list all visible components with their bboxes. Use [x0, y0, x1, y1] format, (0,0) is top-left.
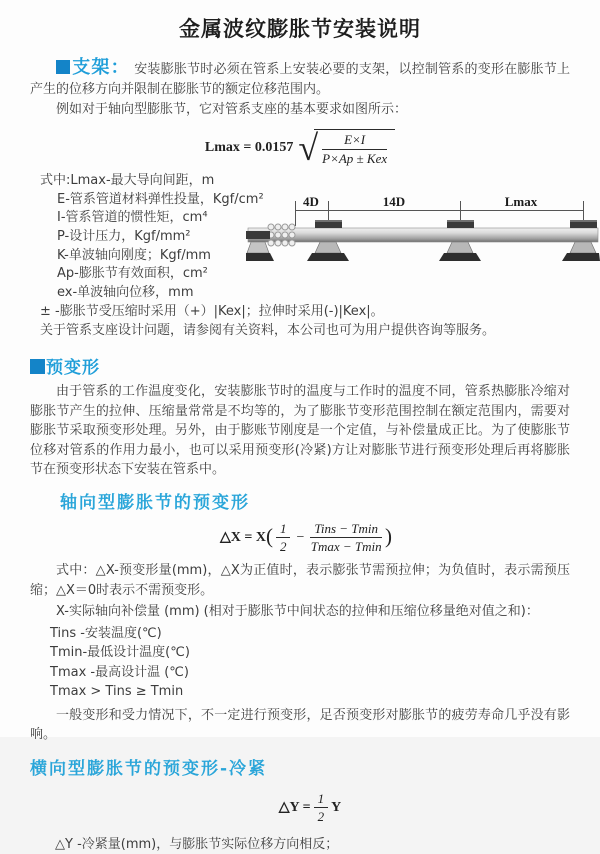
temp-numerator: Tins − Tmin: [310, 521, 382, 539]
temperature-fraction: [310, 521, 382, 555]
definition-line: I-管系管道的惯性矩，cm⁴: [57, 210, 208, 226]
definition-line: 式中:Lmax-最大导向间距，m: [40, 173, 215, 189]
temp-line: Tins -安装温度(℃): [50, 625, 162, 641]
axial-subheading: 轴向型膨胀节的预变形: [60, 492, 250, 513]
axial-note: 一般变形和受力情况下，不一定进行预变形，足否预变形对膨胀节的疲劳寿命几乎没有影响。: [30, 707, 570, 743]
definition-line: E-管系管道材料弹性投量，Kgf/cm²: [57, 191, 264, 207]
temp-line: Tmax > Tins ≥ Tmin: [50, 684, 184, 700]
half-fraction: [276, 521, 291, 555]
preform-section-heading: [30, 353, 570, 378]
plus-minus-note: ± -膨胀节受压缩时采用（+）|Kex|；拉伸时采用(-)|Kex|。: [40, 304, 384, 320]
temperature-definitions: [50, 624, 570, 702]
axial-formula-lhs: △X = X: [219, 530, 266, 546]
bellows-icon: [268, 224, 295, 246]
axial-explain-2: X-实际轴向补偿量 (mm) (相对于膨胀节中间状态的拉伸和压缩位移量绝对值之和)：: [56, 604, 539, 620]
support-section-heading: [56, 57, 130, 78]
definition-line: ex-单波轴向位移，mm: [57, 284, 194, 300]
lateral-explain: △Y -冷紧量(mm)，与膨胀节实际位移方向相反；: [55, 836, 339, 852]
definition-line: K-单波轴向刚度；Kgf/mm: [57, 247, 211, 263]
pipe-support-diagram: [246, 190, 600, 290]
lateral-formula-rhs: Y: [331, 799, 342, 815]
axial-formula: [42, 521, 570, 555]
consult-note: 关于管系支座设计问题，请参阅有关资料，本公司也可为用户提供咨询等服务。: [40, 323, 496, 339]
temp-denominator: Tmax − Tmin: [310, 539, 382, 555]
radical-sign: √: [298, 128, 319, 169]
support-heading-label: 支架：: [72, 57, 130, 78]
dim-label-lmax: Lmax: [504, 194, 538, 209]
half-numerator: 1: [314, 791, 329, 809]
lmax-numerator: E×I: [322, 132, 387, 150]
radical-content: [314, 129, 395, 166]
support-intro-paragraph: [30, 58, 570, 100]
support-intro-text: 安装膨胀节时必须在管系上安装必要的支架，以控制管系的变形在膨胀节上产生的位移方向并限制在膨胀节的额定位移范围内。: [30, 62, 571, 97]
half-fraction: [314, 791, 329, 825]
dim-label-4d: 4D: [303, 194, 319, 209]
document-content: [0, 58, 600, 854]
lateral-formula: [50, 791, 570, 825]
temp-line: Tmin-最低设计温度(℃): [50, 645, 190, 661]
definition-line: P-设计压力，Kgf/mm²: [57, 228, 191, 244]
support-example-line: 例如对于轴向型膨胀节，它对管系支座的基本要求如图所示：: [56, 102, 408, 117]
section-marker-icon: [30, 359, 45, 374]
half-denominator: 2: [317, 809, 325, 825]
pipe: [248, 228, 598, 242]
definition-line: Ap-膨胀节有效面积，cm²: [57, 266, 208, 282]
temp-line: Tmax -最高设计温 (℃): [50, 664, 189, 680]
lmax-formula: [30, 128, 570, 169]
half-numerator: 1: [276, 521, 291, 539]
lmax-formula-lhs: Lmax = 0.0157: [204, 139, 294, 155]
right-paren: ): [385, 524, 393, 549]
preform-body-paragraph: 由于管系的工作温度变化，安装膨胀节时的温度与工作时的温度不同，管系热膨胀冷缩对膨胀节产生的拉伸、压缩量常常是不均等的，为了膨胀节变形范围控制在额定范围内，需要对膨胀节采取预变形处理。另外，由于膨账节刚度是一个定值，与补偿量成正比。为了使膨胀节位移对管系的作用力最小，也可以采用预变形(冷紧)方让对膨胀节进行预变形处理后再将膨胀节在预变形状态下安装在管系中。: [30, 384, 570, 478]
page-title: 金属波纹膨胀节安装说明: [179, 17, 421, 41]
lateral-formula-lhs: △Y =: [278, 800, 311, 816]
axial-explain-1: 式中：△X-预变形量(mm)，△X为正值时，表示膨张节需预拉伸；为负值时，表示需预压缩；△X＝0时表示不需预变形。: [30, 563, 570, 598]
dim-label-14d: 14D: [382, 194, 406, 209]
section-marker-icon: [56, 60, 70, 74]
left-paren: (: [265, 524, 273, 549]
half-denominator: 2: [279, 539, 287, 555]
pipe-diagram-svg: [246, 190, 600, 290]
lateral-subheading: 横向型膨胀节的预变形-冷紧: [30, 758, 268, 779]
lmax-denominator: P×Ap ± Kex: [322, 150, 388, 166]
sqrt-radical: [298, 128, 395, 169]
minus-operator: −: [296, 529, 305, 545]
preform-heading-label: 预变形: [46, 358, 100, 379]
lmax-fraction: [322, 132, 387, 166]
